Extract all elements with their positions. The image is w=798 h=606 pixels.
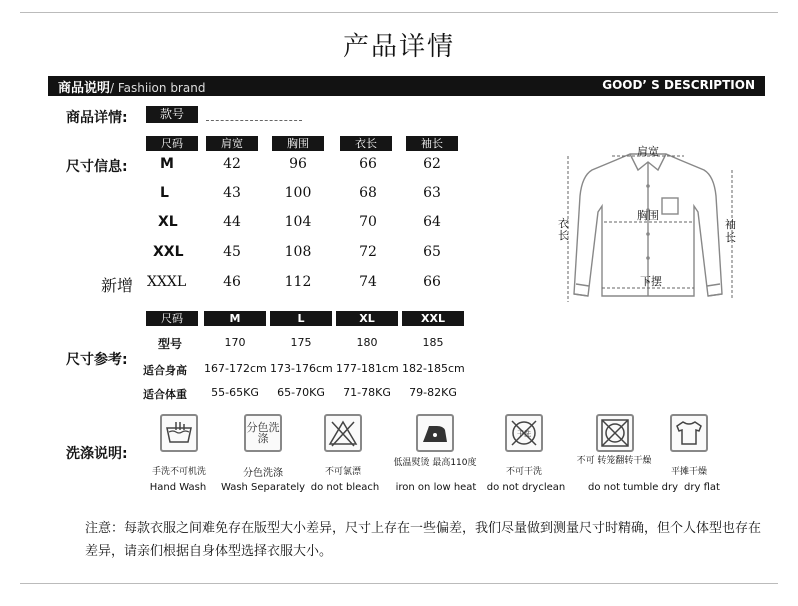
size-row-shoulder: 43 — [223, 185, 241, 201]
ref-height-label: 适合身高 — [143, 364, 187, 377]
size-row-shoulder: 42 — [223, 156, 241, 172]
diagram-chest-label: 胸围 — [637, 209, 659, 222]
header-band — [48, 76, 765, 96]
size-header-size: 尺码 — [146, 136, 198, 151]
wash-separately-icon: 分色洗涤 — [244, 414, 282, 452]
size-row-size: XXL — [153, 244, 184, 260]
size-row-length: 66 — [359, 156, 377, 172]
diagram-shoulder-label: 肩宽 — [637, 145, 659, 158]
no-dryclean-text: 干洗 — [517, 430, 531, 438]
diagram-hem-label: 下摆 — [640, 275, 662, 288]
size-row-sleeve: 64 — [423, 214, 441, 230]
wash-caption-cn: 手洗不可机洗 — [151, 467, 206, 477]
ref-header-size: L — [270, 311, 332, 326]
wash-caption-en: dry flat — [684, 482, 720, 493]
ref-height: 167-172cm — [204, 362, 267, 375]
size-row-size: XL — [158, 214, 178, 230]
no-bleach-icon — [324, 414, 362, 452]
size-row-length: 72 — [359, 244, 377, 260]
ref-weight: 55-65KG — [211, 386, 259, 399]
style-no-chip: 款号 — [146, 106, 198, 123]
size-row-chest: 96 — [289, 156, 307, 172]
ref-weight: 71-78KG — [343, 386, 391, 399]
wash-caption-en: do not tumble dry — [587, 482, 679, 493]
wash-caption-cn: 不可 转笼翻转干燥 — [576, 456, 652, 466]
ref-model: 185 — [422, 336, 444, 349]
ref-header-size: XXL — [402, 311, 464, 326]
ref-weight: 65-70KG — [277, 386, 325, 399]
band-left-sub: / Fashiion brand — [110, 81, 206, 95]
wash-caption-cn: 分色洗涤 — [243, 468, 283, 479]
ref-weight: 79-82KG — [409, 386, 457, 399]
ref-header-label: 尺码 — [146, 311, 198, 326]
ref-height: 173-176cm — [270, 362, 333, 375]
size-header-sleeve: 袖长 — [406, 136, 458, 151]
size-row-chest: 108 — [284, 244, 312, 260]
size-row-length: 74 — [359, 274, 377, 290]
ref-model: 175 — [290, 336, 312, 349]
size-row-sleeve: 65 — [423, 244, 441, 260]
size-row-shoulder: 46 — [223, 274, 241, 290]
wash-caption-cn: 不可干洗 — [505, 467, 542, 477]
ref-header-size: XL — [336, 311, 398, 326]
wash-caption-en: do not dryclean — [486, 482, 566, 493]
ref-height: 182-185cm — [402, 362, 465, 375]
size-info-label: 尺寸信息: — [66, 159, 128, 175]
band-left-title — [58, 77, 205, 96]
wash-caption-en: do not bleach — [310, 482, 380, 493]
size-row-chest: 112 — [284, 274, 312, 290]
product-details-label: 商品详情: — [66, 110, 128, 126]
ref-height: 177-181cm — [336, 362, 399, 375]
page-title: 产品详情 — [342, 32, 455, 62]
washing-label: 洗涤说明: — [66, 446, 128, 462]
wash-caption-cn: 不可氯漂 — [324, 467, 361, 477]
size-row-size: XXXL — [147, 274, 187, 290]
ref-model: 170 — [224, 336, 246, 349]
size-reference-label: 尺寸参考: — [66, 352, 128, 368]
size-row-shoulder: 45 — [223, 244, 241, 260]
no-dryclean-icon — [505, 414, 543, 452]
wash-caption-cn: 低温熨烫 最高110度 — [393, 458, 477, 468]
size-row-length: 70 — [359, 214, 377, 230]
wash-caption-en: Wash Separately — [220, 482, 306, 493]
iron-low-heat-icon — [416, 414, 454, 452]
size-row-length: 68 — [359, 185, 377, 201]
wash-caption-cn: 平摊干燥 — [670, 467, 707, 477]
no-tumble-dry-icon — [596, 414, 634, 452]
size-row-sleeve: 66 — [423, 274, 441, 290]
wash-caption-en: iron on low heat — [395, 482, 477, 493]
band-right-title: GOOD’ S DESCRIPTION — [602, 78, 755, 92]
size-row-chest: 100 — [284, 185, 312, 201]
wash-caption-en: Hand Wash — [149, 482, 207, 493]
bottom-divider — [20, 583, 778, 584]
size-row-size: M — [160, 156, 174, 172]
size-row-chest: 104 — [284, 214, 312, 230]
size-header-shoulder: 肩宽 — [206, 136, 258, 151]
hand-wash-icon — [160, 414, 198, 452]
size-note: 注意：每款衣服之间难免存在版型大小差异，尺寸上存在一些偏差，我们尽量做到测量尺寸时精确，但个人体型也存在差异，请亲们根据自身体型选择衣服大小。 — [85, 521, 762, 559]
ref-weight-label: 适合体重 — [143, 388, 187, 401]
style-no-underline — [206, 120, 302, 121]
size-header-chest: 胸围 — [272, 136, 324, 151]
new-size-tag: 新增 — [101, 276, 134, 295]
size-row-sleeve: 62 — [423, 156, 441, 172]
ref-header-size: M — [204, 311, 266, 326]
band-left-bold: 商品说明 — [58, 81, 111, 96]
top-divider — [20, 12, 778, 13]
size-row-shoulder: 44 — [223, 214, 241, 230]
diagram-length-label: 衣长 — [558, 217, 569, 242]
dry-flat-icon — [670, 414, 708, 452]
ref-model-label: 型号 — [158, 337, 183, 351]
size-header-length: 衣长 — [340, 136, 392, 151]
size-row-size: L — [160, 185, 169, 201]
diagram-sleeve-label: 袖长 — [725, 218, 736, 244]
ref-model: 180 — [356, 336, 378, 349]
size-row-sleeve: 63 — [423, 185, 441, 201]
